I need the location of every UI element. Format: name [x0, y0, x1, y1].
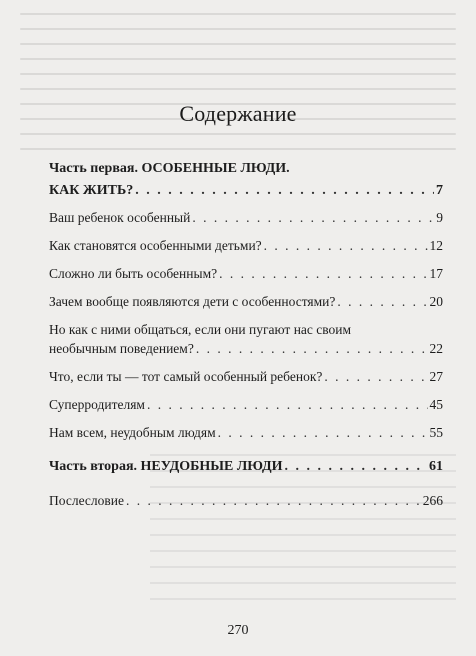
toc-afterword[interactable]	[49, 493, 443, 509]
leader-dots	[285, 459, 427, 475]
toc-part-2[interactable]	[49, 459, 443, 475]
page-number: 270	[227, 623, 249, 638]
toc-entry[interactable]	[49, 397, 443, 413]
toc-entry-page: 22	[429, 341, 443, 356]
show-through-text	[20, 0, 456, 150]
toc-entry[interactable]	[49, 425, 443, 441]
part-1-page: 7	[436, 183, 443, 198]
toc-entry-page: 17	[429, 266, 443, 281]
toc-entry-multiline[interactable]	[49, 322, 443, 357]
leader-dots	[264, 238, 428, 254]
leader-dots	[135, 183, 434, 199]
toc-entry-title: Зачем вообще появляются дети с особенностями?	[49, 294, 336, 309]
leader-dots	[324, 369, 427, 385]
toc-entry-page: 12	[429, 238, 443, 253]
table-of-contents	[49, 161, 443, 509]
leader-dots	[126, 493, 421, 509]
toc-entry-title: Сложно ли быть особенным?	[49, 266, 218, 281]
toc-entry[interactable]	[49, 294, 443, 310]
toc-entry-title: Суперродителям	[49, 397, 145, 412]
toc-entry[interactable]	[49, 369, 443, 385]
leader-dots	[219, 266, 427, 282]
toc-entry-title: Что, если ты — тот самый особенный ребенок?	[49, 369, 323, 384]
leader-dots	[337, 294, 427, 310]
toc-entry-page: 27	[429, 369, 443, 384]
toc-entry-page: 55	[429, 425, 443, 440]
leader-dots	[147, 397, 428, 413]
toc-part-1[interactable]	[49, 161, 443, 199]
toc-entry-title: Нам всем, неудобным людям	[49, 425, 216, 440]
toc-entry[interactable]	[49, 210, 443, 226]
afterword-page: 266	[422, 493, 443, 508]
leader-dots	[192, 210, 434, 226]
toc-entry-page: 20	[429, 294, 443, 309]
part-1-title-line1: Часть первая. ОСОБЕННЫЕ ЛЮДИ.	[49, 161, 290, 176]
toc-entry-title-line2: необычным поведением?	[49, 341, 194, 356]
toc-entry-title: Ваш ребенок особенный	[49, 210, 191, 225]
toc-heading: Содержание	[179, 101, 297, 126]
toc-entry-title-line1: Но как с ними общаться, если они пугают нас своим	[49, 322, 352, 337]
toc-entry-page: 45	[429, 397, 443, 412]
leader-dots	[196, 341, 428, 357]
afterword-title: Послесловие	[49, 493, 124, 508]
toc-entry-page: 9	[436, 210, 443, 225]
leader-dots	[218, 425, 428, 441]
toc-entry[interactable]	[49, 238, 443, 254]
part-2-page: 61	[429, 459, 443, 474]
toc-entry-title: Как становятся особенными детьми?	[49, 238, 262, 253]
toc-entry[interactable]	[49, 266, 443, 282]
part-1-title-line2: КАК ЖИТЬ?	[49, 183, 134, 198]
part-2-title: Часть вторая. НЕУДОБНЫЕ ЛЮДИ	[49, 459, 283, 474]
